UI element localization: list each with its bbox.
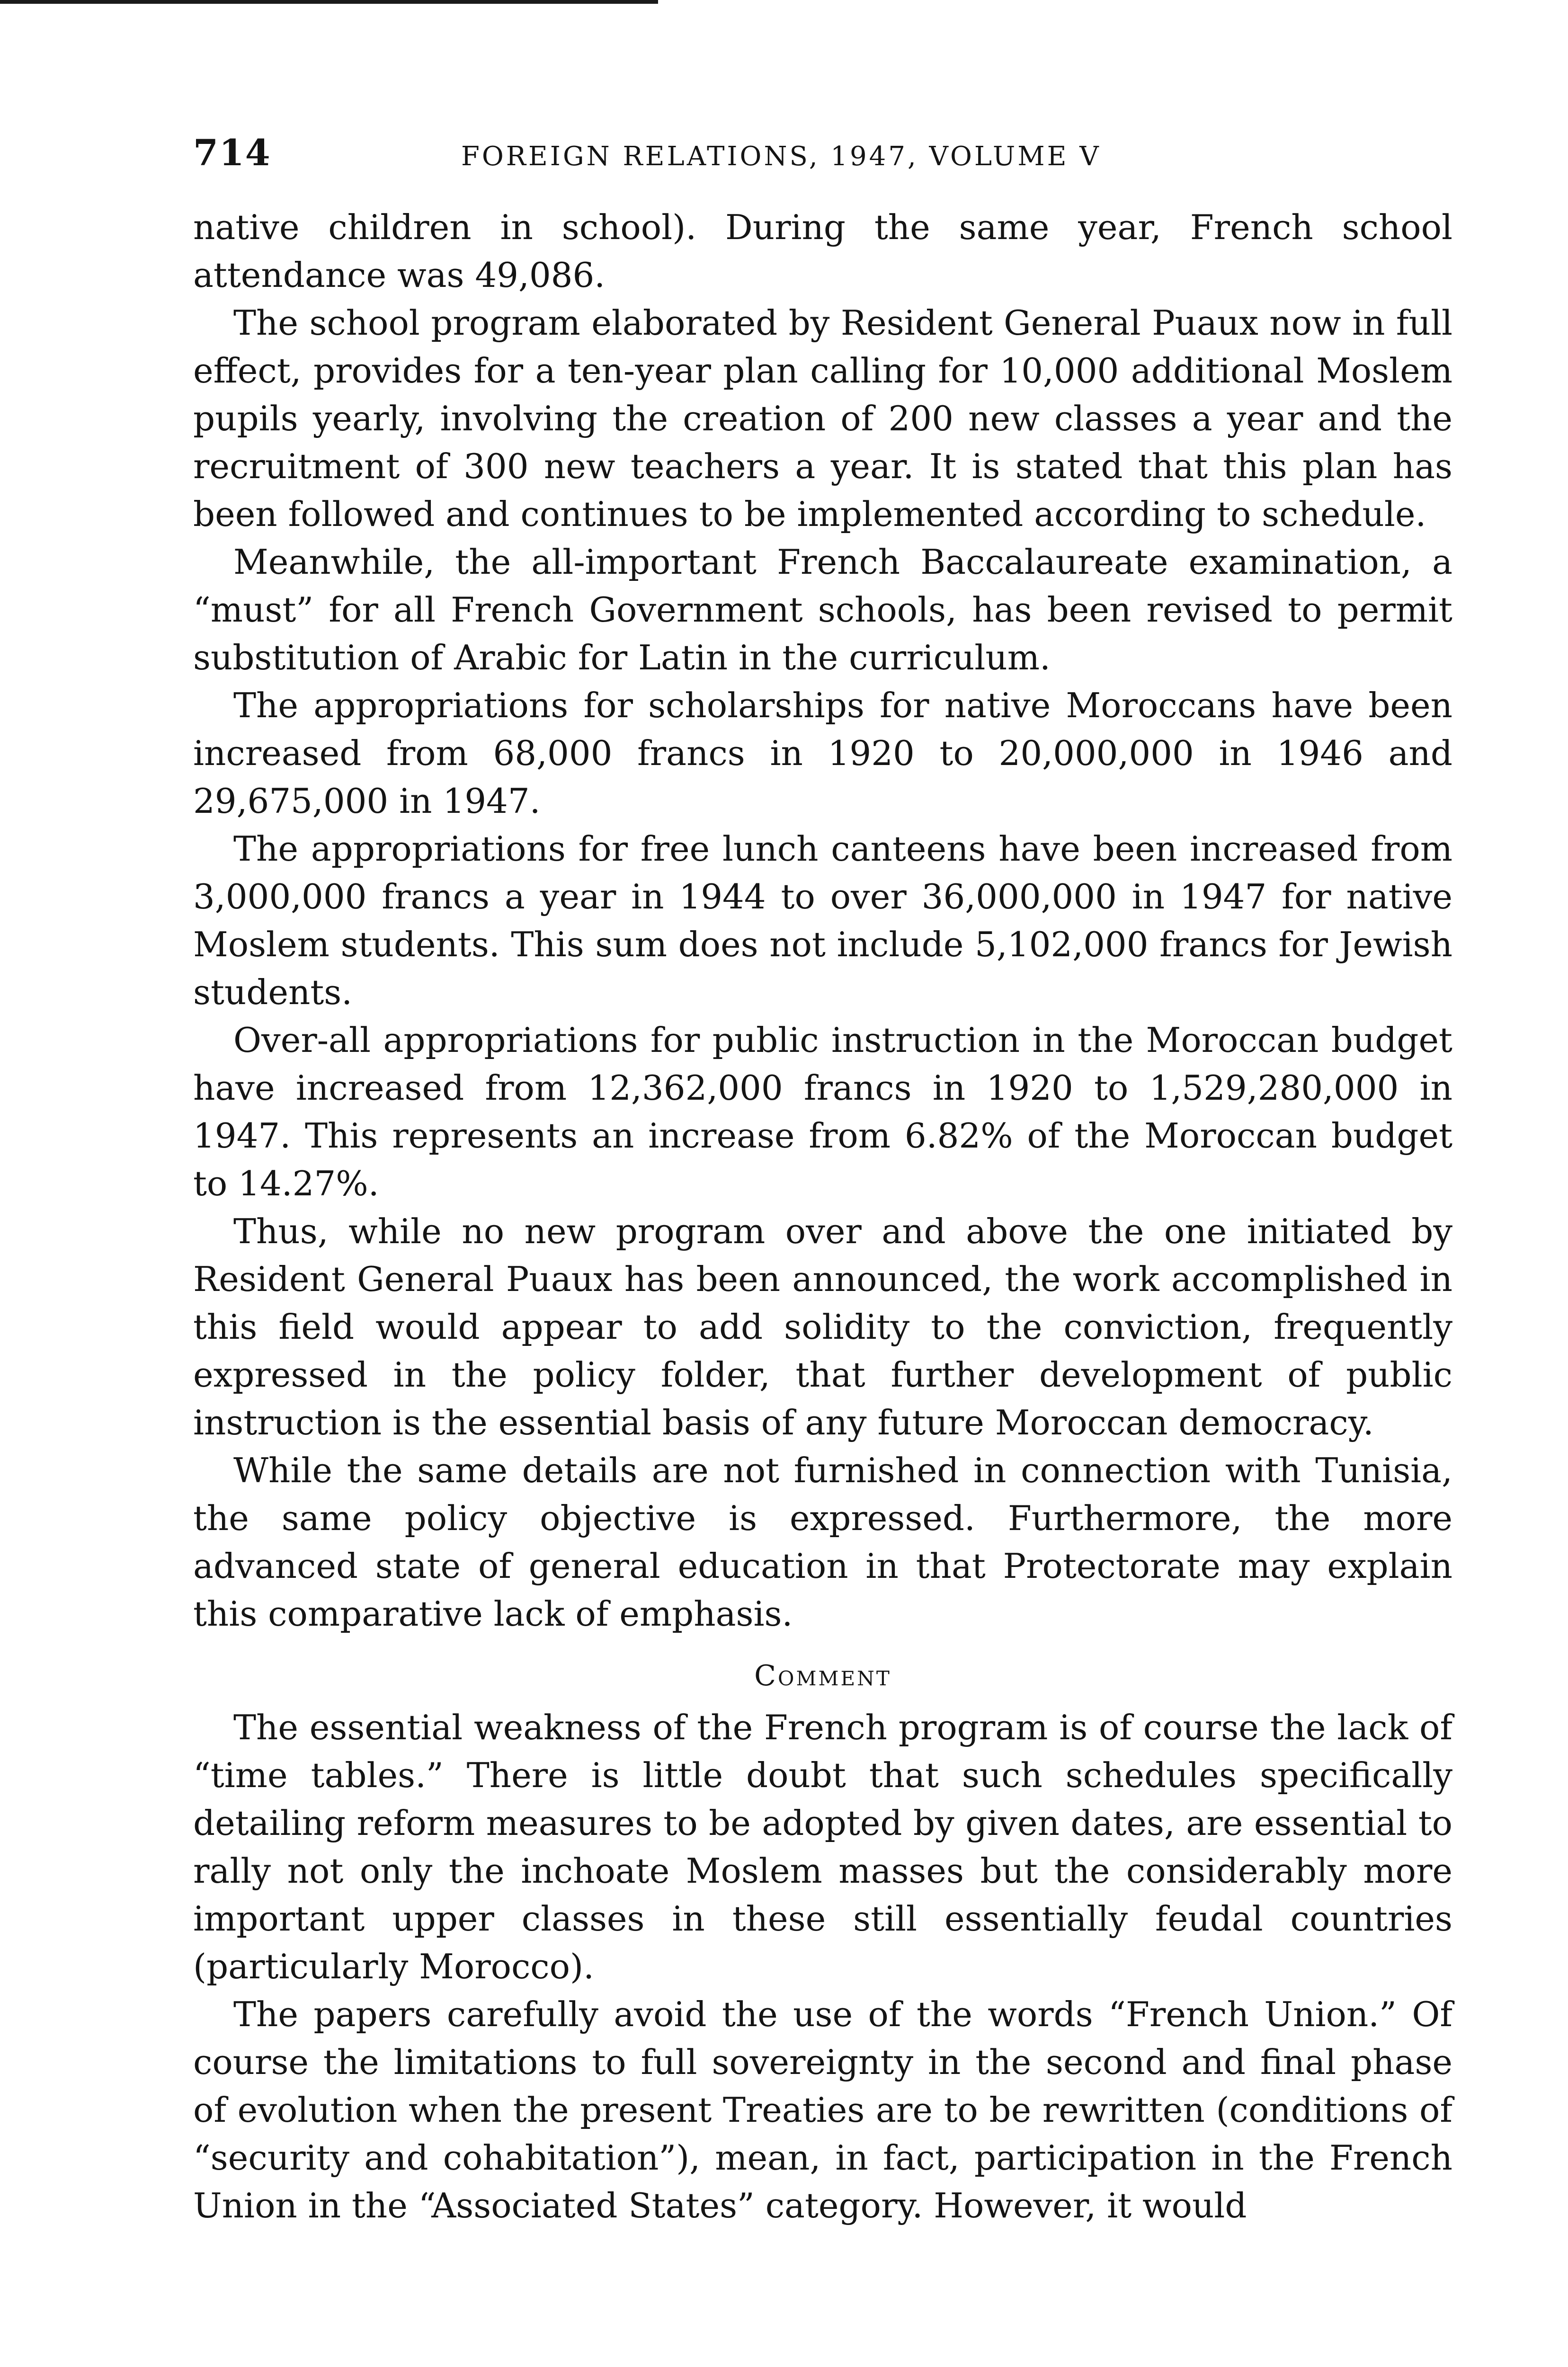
paragraph: The essential weakness of the French program is of course the lack of “time tables.” There is little doubt that such schedules specifically detailing reform measures to be adopted by given dates, are essential to rally not only the inchoate Moslem masses but the considerably more important upper classes in these still essentially feudal countries (particularly Morocco). [193,1708,1452,1986]
paragraph: Over-all appropriations for public instruction in the Moroccan budget have increased from 12,362,000 francs in 1920 to 1,529,280,000 in 1947. This represents an increase from 6.82% of the Moroccan budget to 14.27%. [193,1020,1452,1203]
paragraph: Meanwhile, the all-important French Baccalaureate examination, a “must” for all French Government schools, has been revised to permit substitution of Arabic for Latin in the curriculum. [193,542,1452,677]
running-title: FOREIGN RELATIONS, 1947, VOLUME V [461,141,1101,172]
running-head [193,127,1452,193]
paragraph: native children in school). During the same year, French school attendance was 49,086. [193,207,1452,295]
page-number: 714 [193,132,271,174]
section-heading: Comment [754,1659,891,1692]
paragraph: The appropriations for free lunch canteens have been increased from 3,000,000 francs a year in 1944 to over 36,000,000 in 1947 for native Moslem students. This sum does not include 5,102,000 francs for Jewish students. [193,829,1452,1012]
paragraph: The school program elaborated by Resident General Puaux now in full effect, provides for a ten-year plan calling for 10,000 additional Moslem pupils yearly, involving the creation of 200 new classes a year and the recruitment of 300 new teachers a year. It is stated that this plan has been followed and continues to be implemented according to schedule. [193,303,1452,534]
paragraph: The appropriations for scholarships for native Moroccans have been increased from 68,000 francs in 1920 to 20,000,000 in 1946 and 29,675,000 in 1947. [193,685,1452,821]
paragraph: Thus, while no new program over and above the one initiated by Resident General Puaux has been announced, the work accomplished in this field would appear to add solidity to the conviction, frequently expressed in the policy folder, that further development of public instruction is the essential basis of any future Moroccan democracy. [193,1211,1452,1442]
top-scan-border [0,0,658,4]
paragraph: The papers carefully avoid the use of the words “French Union.” Of course the limitations to full sovereignty in the second and final phase of evolution when the present Treaties are to be rewritten (conditions of “security and cohabitation”), mean, in fact, participation in the French Union in the “Associated States” category. However, it would [193,1994,1452,2225]
paragraph: While the same details are not furnished in connection with Tunisia, the same policy objective is expressed. Furthermore, the more advanced state of general education in that Protectorate may explain this comparative lack of emphasis. [193,1450,1452,1634]
body-text [193,204,1452,2230]
document-page [193,127,1452,2230]
